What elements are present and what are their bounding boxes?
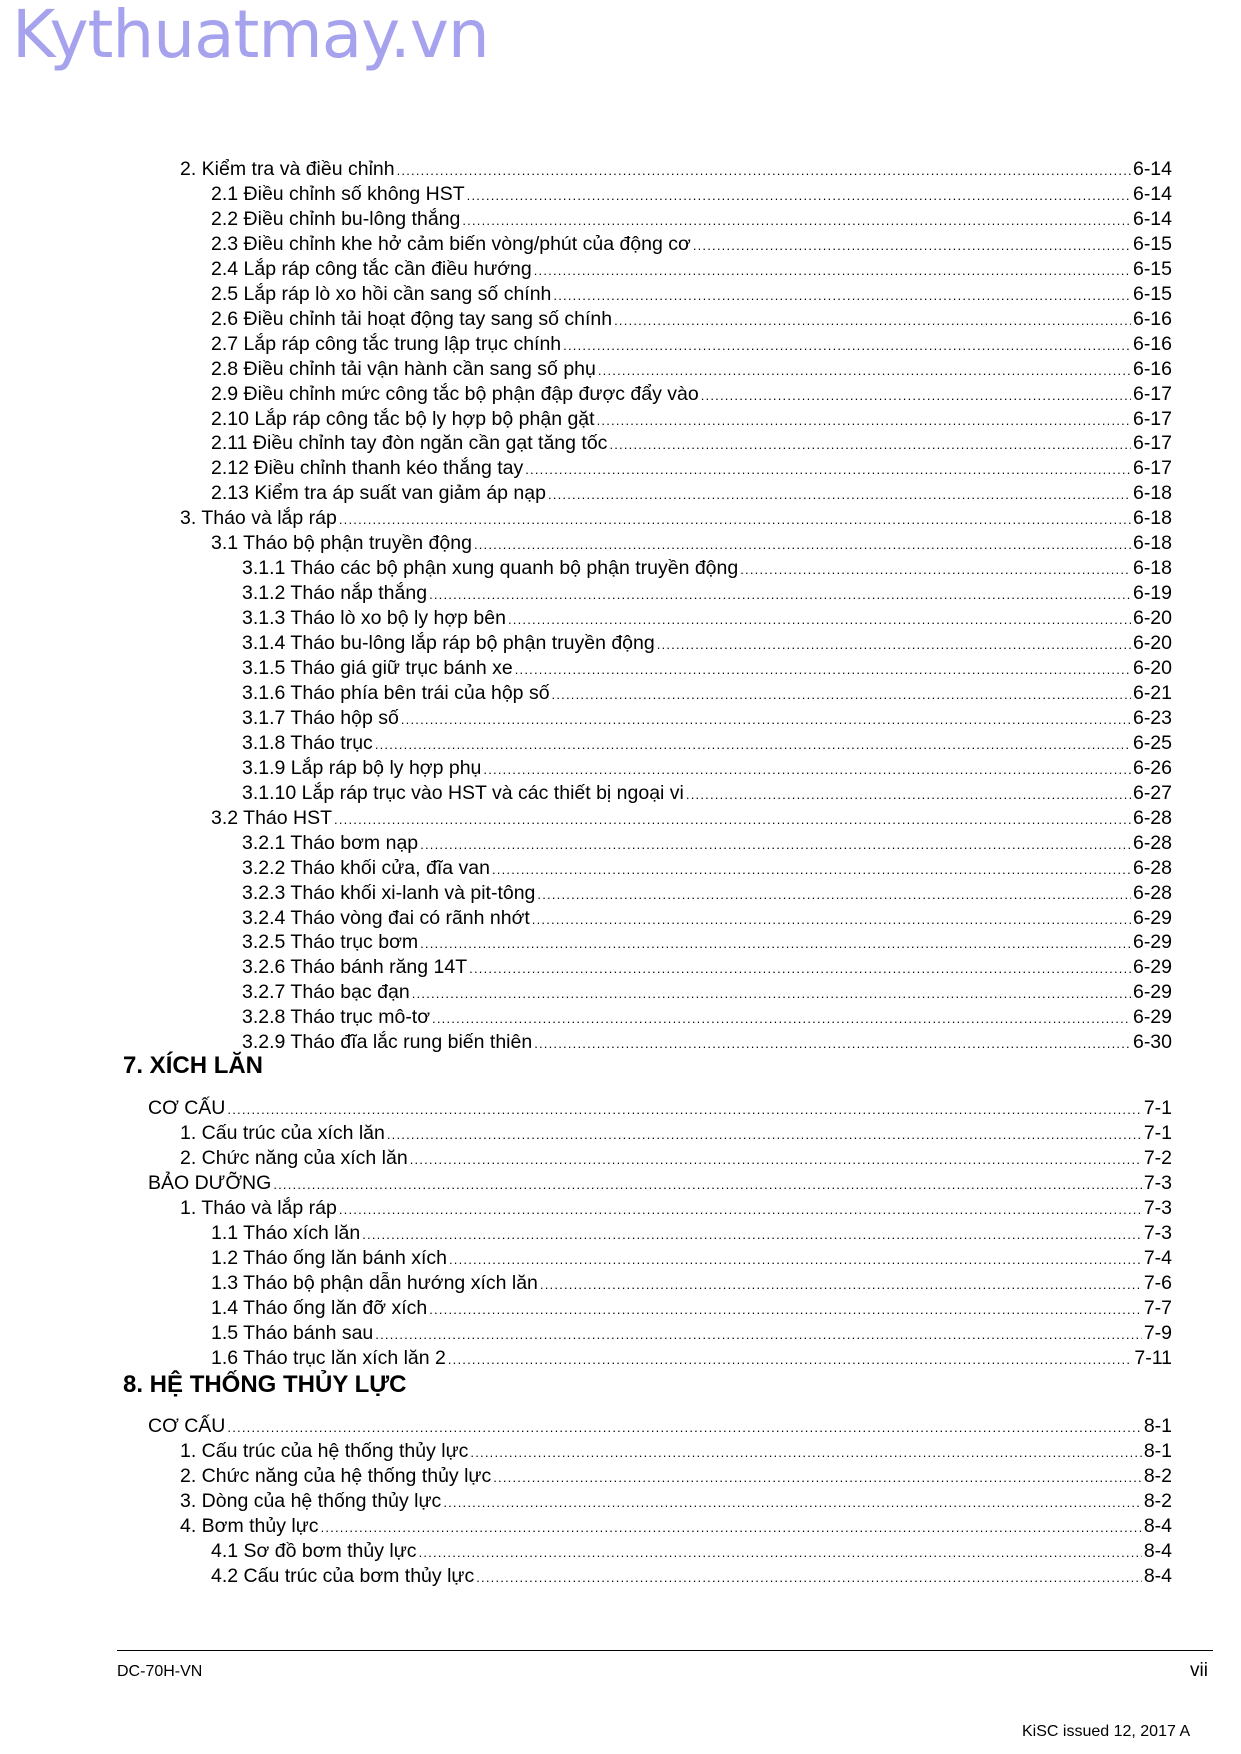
toc-entry-title: CƠ CẤU bbox=[148, 1097, 226, 1119]
page-number: vii bbox=[1190, 1660, 1208, 1681]
toc-entry-title: 2.3 Điều chỉnh khe hở cảm biến vòng/phút của động cơ bbox=[211, 232, 691, 255]
toc-entry-page: 6-30 bbox=[1132, 1031, 1172, 1054]
toc-dot-leader bbox=[419, 1541, 1142, 1564]
toc-entry bbox=[242, 707, 1172, 730]
toc-entry-title: CƠ CẤU bbox=[148, 1415, 226, 1437]
toc-entry bbox=[242, 956, 1172, 979]
toc-dot-leader bbox=[432, 1007, 1131, 1030]
toc-entry bbox=[180, 1490, 1172, 1513]
toc-entry bbox=[148, 1415, 1172, 1438]
toc-dot-leader bbox=[339, 1198, 1142, 1221]
toc-entry-title: 1.5 Tháo bánh sau bbox=[211, 1321, 374, 1344]
toc-entry bbox=[211, 1222, 1172, 1245]
toc-entry-title: 1. Cấu trúc của xích lăn bbox=[180, 1121, 385, 1144]
toc-entry-title: 3.1.6 Tháo phía bên trái của hộp số bbox=[242, 681, 550, 704]
toc-entry-page: 6-29 bbox=[1132, 981, 1172, 1004]
toc-entry bbox=[180, 1440, 1172, 1463]
toc-entry-title: 3.1.3 Tháo lò xo bộ ly hợp bên bbox=[242, 607, 506, 630]
toc-entry bbox=[242, 607, 1172, 630]
issue-note: KiSC issued 12, 2017 A bbox=[1022, 1723, 1191, 1740]
toc-entry bbox=[211, 208, 1172, 231]
toc-entry-page: 7-2 bbox=[1143, 1146, 1172, 1169]
toc-entry bbox=[180, 1515, 1172, 1538]
toc-entry-page: 6-26 bbox=[1132, 756, 1172, 779]
toc-dot-leader bbox=[483, 758, 1131, 781]
toc-entry-page: 6-15 bbox=[1132, 282, 1172, 305]
toc-entry-title: 2. Chức năng của xích lăn bbox=[180, 1146, 408, 1169]
toc-entry-title: 2.4 Lắp ráp công tắc cần điều hướng bbox=[211, 257, 532, 280]
toc-entry-page: 6-16 bbox=[1132, 357, 1172, 380]
toc-dot-leader bbox=[701, 384, 1131, 407]
toc-dot-leader bbox=[540, 1273, 1142, 1296]
toc-entry-page: 6-14 bbox=[1132, 207, 1172, 230]
toc-entry bbox=[242, 732, 1172, 755]
toc-entry bbox=[242, 757, 1172, 780]
toc-entry-page: 6-18 bbox=[1132, 482, 1172, 505]
toc-entry-page: 6-17 bbox=[1132, 407, 1172, 430]
toc-entry bbox=[242, 582, 1172, 605]
toc-entry-title: BẢO DƯỠNG bbox=[148, 1171, 272, 1194]
toc-entry bbox=[242, 1031, 1172, 1054]
toc-entry-title: 2.8 Điều chỉnh tải vận hành cần sang số phụ bbox=[211, 357, 596, 380]
toc-dot-leader bbox=[448, 1348, 1133, 1371]
toc-dot-leader bbox=[362, 1223, 1142, 1246]
toc-dot-leader bbox=[474, 533, 1131, 556]
toc-entry-page: 6-16 bbox=[1132, 307, 1172, 330]
document-code: DC-70H-VN bbox=[117, 1663, 203, 1680]
toc-entry-title: 3.1.5 Tháo giá giữ trục bánh xe bbox=[242, 657, 513, 679]
toc-entry-title: 1.3 Tháo bộ phận dẫn hướng xích lăn bbox=[211, 1271, 538, 1294]
toc-dot-leader bbox=[375, 733, 1131, 756]
toc-entry bbox=[242, 632, 1172, 655]
toc-entry bbox=[242, 782, 1172, 805]
toc-entry bbox=[211, 1540, 1172, 1563]
toc-entry bbox=[211, 383, 1172, 406]
toc-dot-leader bbox=[609, 433, 1131, 456]
toc-entry bbox=[180, 507, 1172, 530]
toc-entry bbox=[242, 682, 1172, 705]
toc-entry-page: 6-17 bbox=[1132, 382, 1172, 405]
toc-entry-page: 7-4 bbox=[1143, 1246, 1172, 1269]
toc-entry bbox=[242, 981, 1172, 1004]
toc-entry-title: 3. Tháo và lắp ráp bbox=[180, 507, 337, 530]
toc-entry-title: 1. Tháo và lắp ráp bbox=[180, 1196, 337, 1219]
toc-entry-title: 2.1 Điều chỉnh số không HST bbox=[211, 182, 465, 205]
toc-entry-page: 6-28 bbox=[1132, 831, 1172, 854]
toc-entry-page: 6-18 bbox=[1132, 557, 1172, 580]
toc-entry-page: 7-3 bbox=[1143, 1171, 1172, 1194]
watermark-logo: Kythuatmay.vn bbox=[12, 0, 489, 73]
toc-entry-page: 8-1 bbox=[1143, 1439, 1172, 1462]
toc-entry-title: 3.1.2 Tháo nắp thắng bbox=[242, 582, 428, 605]
toc-entry bbox=[211, 358, 1172, 381]
toc-entry-title: 1.2 Tháo ống lăn bánh xích bbox=[211, 1246, 447, 1269]
toc-entry-page: 7-3 bbox=[1143, 1196, 1172, 1219]
toc-entry-page: 7-7 bbox=[1143, 1296, 1172, 1319]
toc-entry bbox=[242, 907, 1172, 930]
toc-entry-page: 6-16 bbox=[1132, 332, 1172, 355]
toc-entry bbox=[148, 1097, 1172, 1120]
section-7-heading: 7. XÍCH LĂN bbox=[123, 1052, 264, 1079]
toc-entry bbox=[242, 857, 1172, 880]
toc-entry-page: 7-11 bbox=[1134, 1346, 1172, 1369]
toc-entry bbox=[211, 183, 1172, 206]
toc-entry bbox=[242, 557, 1172, 580]
toc-entry bbox=[180, 1465, 1172, 1488]
toc-dot-leader bbox=[534, 1032, 1131, 1055]
toc-entry bbox=[242, 657, 1172, 680]
toc-dot-leader bbox=[537, 883, 1131, 906]
toc-entry-title: 3.1 Tháo bộ phận truyền động bbox=[211, 532, 472, 555]
toc-dot-leader bbox=[552, 683, 1131, 706]
toc-dot-leader bbox=[462, 209, 1131, 232]
toc-dot-leader bbox=[339, 508, 1131, 531]
toc-entry-title: 3.2.9 Tháo đĩa lắc rung biến thiên bbox=[242, 1031, 533, 1054]
toc-dot-leader bbox=[410, 1148, 1142, 1171]
toc-entry bbox=[148, 1172, 1172, 1195]
toc-entry-page: 6-29 bbox=[1132, 956, 1172, 979]
toc-entry-title: 3.1.1 Tháo các bộ phận xung quanh bộ phận truyền động bbox=[242, 557, 739, 580]
toc-entry-page: 6-20 bbox=[1132, 607, 1172, 630]
toc-entry-title: 3.1.8 Tháo trục bbox=[242, 731, 373, 754]
toc-entry bbox=[242, 832, 1172, 855]
toc-dot-leader bbox=[657, 633, 1131, 656]
toc-entry bbox=[211, 1322, 1172, 1345]
toc-entry bbox=[180, 1122, 1172, 1145]
toc-dot-leader bbox=[321, 1516, 1142, 1539]
toc-entry-title: 3.2.6 Tháo bánh răng 14T bbox=[242, 956, 468, 979]
toc-entry-title: 4.2 Cấu trúc của bơm thủy lực bbox=[211, 1564, 475, 1587]
toc-dot-leader bbox=[515, 658, 1131, 681]
section-8-heading: 8. HỆ THỐNG THỦY LỰC bbox=[123, 1371, 407, 1398]
toc-entry bbox=[211, 482, 1172, 505]
toc-entry-title: 2. Kiểm tra và điều chỉnh bbox=[180, 158, 395, 180]
toc-entry bbox=[180, 1197, 1172, 1220]
toc-dot-leader bbox=[443, 1491, 1142, 1514]
toc-entry-page: 6-20 bbox=[1132, 632, 1172, 655]
toc-entry-page: 7-3 bbox=[1143, 1221, 1172, 1244]
footer-divider bbox=[117, 1650, 1213, 1651]
toc-entry-title: 3.2.4 Tháo vòng đai có rãnh nhớt bbox=[242, 906, 530, 929]
toc-dot-leader bbox=[449, 1248, 1142, 1271]
toc-entry-title: 3.2.2 Tháo khối cửa, đĩa van bbox=[242, 856, 490, 879]
toc-entry-title: 3.1.7 Tháo hộp số bbox=[242, 706, 399, 729]
toc-entry-title: 2.7 Lắp ráp công tắc trung lập trục chính bbox=[211, 332, 562, 355]
toc-entry-page: 6-28 bbox=[1132, 856, 1172, 879]
toc-entry bbox=[211, 283, 1172, 306]
toc-dot-leader bbox=[420, 833, 1131, 856]
toc-entry-page: 6-29 bbox=[1132, 931, 1172, 954]
toc-entry-title: 3.2.7 Tháo bạc đạn bbox=[242, 981, 410, 1004]
toc-dot-leader bbox=[597, 409, 1131, 432]
toc-entry-page: 6-18 bbox=[1132, 507, 1172, 530]
toc-entry-title: 3. Dòng của hệ thống thủy lực bbox=[180, 1489, 442, 1512]
toc-entry-title: 2.12 Điều chỉnh thanh kéo thắng tay bbox=[211, 457, 524, 480]
toc-entry-page: 7-9 bbox=[1143, 1321, 1172, 1344]
toc-entry-page: 6-14 bbox=[1132, 182, 1172, 205]
toc-entry-title: 2.6 Điều chỉnh tải hoạt động tay sang số chính bbox=[211, 307, 613, 330]
toc-dot-leader bbox=[614, 309, 1131, 332]
toc-entry-page: 7-6 bbox=[1143, 1271, 1172, 1294]
toc-entry-title: 2.2 Điều chỉnh bu-lông thắng bbox=[211, 207, 461, 230]
toc-entry-page: 8-2 bbox=[1143, 1464, 1172, 1487]
toc-entry-page: 6-21 bbox=[1132, 681, 1172, 704]
toc-entry bbox=[211, 1297, 1172, 1320]
toc-entry-page: 8-4 bbox=[1143, 1514, 1172, 1537]
toc-entry-title: 3.2.8 Tháo trục mô-tơ bbox=[242, 1006, 431, 1029]
toc-dot-leader bbox=[420, 932, 1131, 955]
toc-entry-page: 7-1 bbox=[1143, 1097, 1172, 1119]
toc-dot-leader bbox=[334, 808, 1131, 831]
toc-dot-leader bbox=[686, 783, 1131, 806]
toc-entry-title: 2.11 Điều chỉnh tay đòn ngăn cần gạt tăng tốc bbox=[211, 432, 608, 455]
toc-entry bbox=[242, 882, 1172, 905]
toc-entry bbox=[211, 308, 1172, 331]
toc-entry bbox=[242, 931, 1172, 954]
toc-entry bbox=[211, 807, 1172, 830]
toc-entry-title: 3.1.10 Lắp ráp trục vào HST và các thiết bị ngoại vi bbox=[242, 781, 684, 804]
toc-entry bbox=[211, 1247, 1172, 1270]
toc-dot-leader bbox=[493, 1466, 1142, 1489]
toc-entry-page: 6-25 bbox=[1132, 731, 1172, 754]
toc-dot-leader bbox=[397, 159, 1131, 182]
toc-entry-page: 6-19 bbox=[1132, 582, 1172, 605]
toc-dot-leader bbox=[553, 284, 1131, 307]
toc-entry bbox=[211, 532, 1172, 555]
toc-entry-page: 6-29 bbox=[1132, 906, 1172, 929]
toc-entry-page: 6-29 bbox=[1132, 1006, 1172, 1029]
toc-entry bbox=[180, 158, 1172, 181]
toc-entry bbox=[180, 1147, 1172, 1170]
toc-entry-page: 8-2 bbox=[1143, 1489, 1172, 1512]
toc-entry-title: 1.1 Tháo xích lăn bbox=[211, 1221, 361, 1244]
toc-entry-page: 7-1 bbox=[1143, 1121, 1172, 1144]
toc-entry-page: 6-17 bbox=[1132, 457, 1172, 480]
toc-entry-page: 6-15 bbox=[1132, 232, 1172, 255]
toc-entry-title: 1. Cấu trúc của hệ thống thủy lực bbox=[180, 1439, 469, 1462]
toc-dot-leader bbox=[693, 234, 1131, 257]
toc-entry-title: 3.2.1 Tháo bơm nạp bbox=[242, 831, 419, 854]
toc-entry-title: 3.2.3 Tháo khối xi-lanh và pit-tông bbox=[242, 881, 536, 904]
toc-entry-page: 6-15 bbox=[1132, 257, 1172, 280]
toc-dot-leader bbox=[534, 259, 1131, 282]
toc-dot-leader bbox=[740, 558, 1131, 581]
toc-dot-leader bbox=[273, 1173, 1142, 1196]
toc-entry-page: 6-18 bbox=[1132, 532, 1172, 555]
toc-entry-page: 6-14 bbox=[1132, 158, 1172, 180]
toc-entry-page: 6-28 bbox=[1132, 881, 1172, 904]
toc-entry-title: 2. Chức năng của hệ thống thủy lực bbox=[180, 1464, 492, 1487]
toc-entry-page: 6-20 bbox=[1132, 657, 1172, 679]
toc-dot-leader bbox=[470, 1441, 1141, 1464]
toc-dot-leader bbox=[548, 483, 1131, 506]
toc-dot-leader bbox=[412, 982, 1131, 1005]
toc-dot-leader bbox=[429, 583, 1131, 606]
toc-dot-leader bbox=[227, 1098, 1141, 1121]
toc-dot-leader bbox=[375, 1323, 1142, 1346]
toc-dot-leader bbox=[469, 957, 1131, 980]
toc-entry-title: 3.1.9 Lắp ráp bộ ly hợp phụ bbox=[242, 756, 482, 779]
toc-dot-leader bbox=[429, 1298, 1142, 1321]
toc-entry-title: 3.2.5 Tháo trục bơm bbox=[242, 931, 419, 954]
toc-entry bbox=[211, 408, 1172, 431]
toc-entry-title: 2.10 Lắp ráp công tắc bộ ly hợp bộ phận gặt bbox=[211, 407, 595, 430]
toc-entry-title: 1.6 Tháo trục lăn xích lăn 2 bbox=[211, 1346, 446, 1369]
toc-entry bbox=[211, 1347, 1172, 1370]
toc-entry bbox=[211, 333, 1172, 356]
toc-entry-page: 6-27 bbox=[1132, 781, 1172, 804]
toc-entry-page: 8-4 bbox=[1143, 1564, 1172, 1587]
toc-entry bbox=[211, 1565, 1172, 1588]
toc-dot-leader bbox=[467, 184, 1131, 207]
toc-dot-leader bbox=[492, 858, 1131, 881]
toc-entry-title: 2.9 Điều chỉnh mức công tắc bộ phận đập được đẩy vào bbox=[211, 382, 699, 405]
toc-entry bbox=[211, 233, 1172, 256]
toc-dot-leader bbox=[525, 458, 1131, 481]
toc-entry-title: 4.1 Sơ đồ bơm thủy lực bbox=[211, 1539, 417, 1562]
toc-entry-page: 6-28 bbox=[1132, 806, 1172, 829]
toc-dot-leader bbox=[401, 708, 1131, 731]
toc-dot-leader bbox=[563, 334, 1131, 357]
toc-dot-leader bbox=[532, 908, 1131, 931]
toc-entry-page: 6-23 bbox=[1132, 706, 1172, 729]
toc-entry bbox=[211, 1272, 1172, 1295]
toc-entry-title: 2.5 Lắp ráp lò xo hồi cần sang số chính bbox=[211, 282, 552, 305]
toc-entry bbox=[211, 258, 1172, 281]
toc-entry-page: 8-4 bbox=[1143, 1539, 1172, 1562]
toc-entry-title: 3.2 Tháo HST bbox=[211, 806, 333, 829]
toc-entry bbox=[211, 457, 1172, 480]
toc-entry-page: 6-17 bbox=[1132, 432, 1172, 455]
toc-entry-title: 1.4 Tháo ống lăn đỡ xích bbox=[211, 1296, 428, 1319]
toc-entry bbox=[242, 1006, 1172, 1029]
toc-dot-leader bbox=[476, 1566, 1142, 1589]
toc-dot-leader bbox=[227, 1416, 1141, 1439]
toc-dot-leader bbox=[508, 608, 1131, 631]
toc-dot-leader bbox=[598, 359, 1131, 382]
toc-entry-title: 3.1.4 Tháo bu-lông lắp ráp bộ phận truyền động bbox=[242, 632, 655, 655]
toc-dot-leader bbox=[387, 1123, 1142, 1146]
toc-entry-title: 4. Bơm thủy lực bbox=[180, 1514, 319, 1537]
toc-entry bbox=[211, 432, 1172, 455]
toc-entry-page: 8-1 bbox=[1143, 1415, 1172, 1437]
toc-entry-title: 2.13 Kiểm tra áp suất van giảm áp nạp bbox=[211, 482, 546, 505]
